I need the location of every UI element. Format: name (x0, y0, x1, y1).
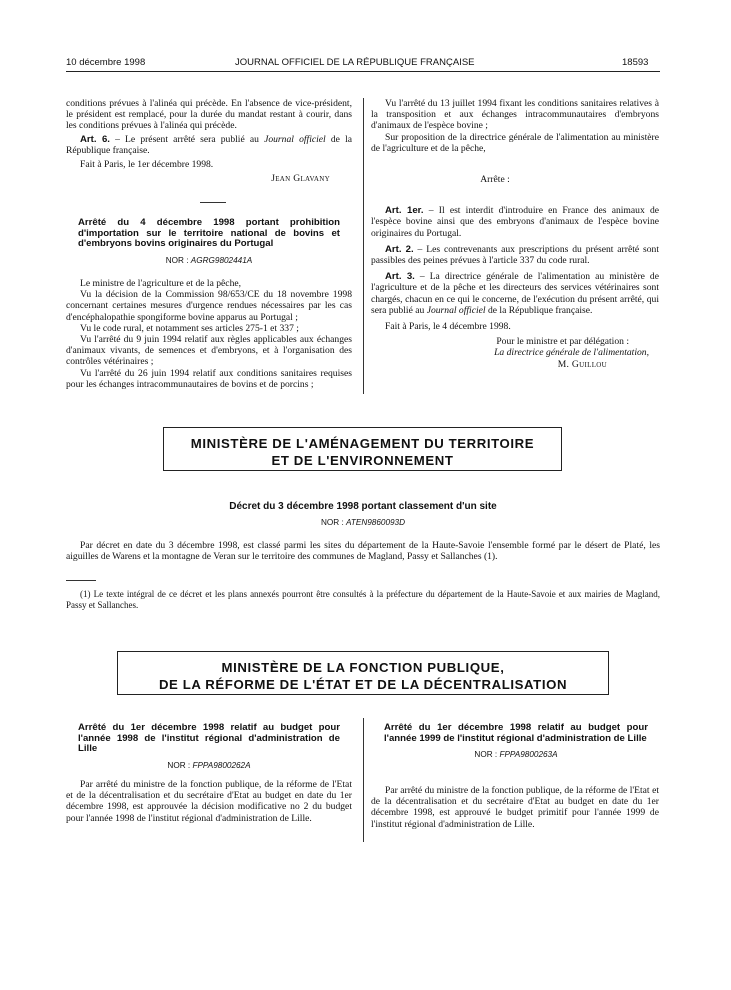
paragraph: Vu la décision de la Commission 98/653/CE du 18 novembre 1998 concernant certaines mesures d'urgence rendues nécessaires par les cas d'encéphalopathie spongiforme bovine apparus au Portugal ; (66, 289, 352, 323)
column-divider (363, 718, 364, 842)
ministry-heading-public-service: MINISTÈRE DE LA FONCTION PUBLIQUE, DE LA RÉFORME DE L'ÉTAT ET DE LA DÉCENTRALISATION (117, 651, 609, 695)
journal-title: JOURNAL OFFICIEL DE LA RÉPUBLIQUE FRANÇAISE (235, 57, 475, 68)
arrete-title: Arrêté du 1er décembre 1998 relatif au budget pour l'année 1999 de l'institut régional d'administration de Lille (384, 722, 648, 744)
paragraph: Vu l'arrêté du 9 juin 1994 relatif aux règles applicables aux échanges d'animaux vivants, de semences et d'embryons, et à l'organisation des contrôles vétérinaires ; (66, 334, 352, 368)
col2-continuation (371, 98, 659, 370)
arrete-title: Arrêté du 4 décembre 1998 portant prohibition d'importation sur le territoire national de bovins et d'embryons bovins originaires du Portugal (78, 217, 340, 250)
paragraph: Vu l'arrêté du 26 juin 1994 relatif aux conditions sanitaires requises pour les échanges intracommunautaires de bovins et de porcins ; (66, 367, 352, 390)
separator (200, 202, 226, 203)
signature-title: La directrice générale de l'alimentation, (494, 347, 649, 359)
page-number: 18593 (622, 57, 649, 68)
signature-line: Pour le ministre et par délégation : (496, 336, 629, 348)
decret-title: Décret du 3 décembre 1998 portant classement d'un site (229, 501, 497, 512)
decret-body: Par décret en date du 3 décembre 1998, est classé parmi les sites du département de la Haute-Savoie l'ensemble formé par le désert de Platé, les aiguilles de Warens et la montagne de Veran sur le territoire des communes de Magland, Passy et Sallanches (1). (66, 540, 660, 563)
arrete-label: Arrête : (480, 174, 510, 186)
nor-reference: NOR : AGRG9802441A (165, 255, 253, 265)
header-rule (66, 71, 660, 72)
arrete-portugal-body (66, 278, 352, 390)
decret-footnote: (1) Le texte intégral de ce décret et les plans annexés pourront être consultés à la préfecture du département de la Haute-Savoie et aux mairies de Magland, Passy et Sallanches. (66, 589, 660, 610)
budget-1999-heading (384, 723, 648, 759)
paragraph: Le ministre de l'agriculture et de la pêche, (80, 278, 242, 289)
signature-date: Fait à Paris, le 4 décembre 1998. (385, 321, 511, 333)
nor-reference: NOR : ATEN9860093D (320, 518, 406, 527)
nor-reference: NOR : FPPA9800262A (167, 760, 251, 770)
article-3: Art. 3. – La directrice générale de l'alimentation au ministère de l'agriculture et de la pêche et les directeurs des services vétérinaires sont chargés, chacun en ce qui le concerne, de l'exécution du présent arrêté, qui sera publié au Journal officiel de la République française. (371, 271, 659, 316)
column-divider (363, 98, 364, 394)
budget-1999-body: Par arrêté du ministre de la fonction publique, de la réforme de l'Etat et de la décentralisation et du secrétaire d'Etat au budget en date du 1er décembre 1998, est approuvé le budget primitif pour l'année 1999 de l'institut régional d'administration de Lille. (371, 785, 659, 830)
budget-1998-body: Par arrêté du ministre de la fonction publique, de la réforme de l'Etat et de la décentralisation et du secrétaire d'Etat au budget en date du 1er décembre 1998, est approuvée la décision modificative no 2 du budget pour l'année 1998 de l'institut régional d'administration de Lille. (66, 779, 352, 824)
arrete-title: Arrêté du 1er décembre 1998 relatif au budget pour l'année 1998 de l'institut régional d'administration de Lille (78, 722, 340, 755)
signature-name: Jean Glavany (271, 173, 330, 185)
paragraph: Vu l'arrêté du 13 juillet 1994 fixant les conditions sanitaires relatives à la transposition et aux échanges intracommunautaires d'embryons d'animaux de l'espèce bovine ; (371, 98, 659, 132)
issue-date: 10 décembre 1998 (66, 57, 146, 68)
signature-date: Fait à Paris, le 1er décembre 1998. (80, 159, 214, 171)
article-2: Art. 2. – Les contrevenants aux prescriptions du présent arrêté sont passibles des peines prévues à l'article 337 du code rural. (371, 243, 659, 267)
col1-continuation (66, 98, 352, 184)
paragraph: Vu le code rural, et notamment ses articles 275-1 et 337 ; (80, 322, 299, 334)
article-1: Art. 1er. – Il est interdit d'introduire en France des animaux de l'espèce bovine ainsi que des embryons d'animaux de l'espèce bovine originaires du Portugal. (371, 205, 660, 239)
arrete-portugal-heading (78, 218, 340, 265)
article-6: Art. 6. – Le présent arrêté sera publié au Journal officiel de la République française. (66, 133, 352, 156)
budget-1998-heading (78, 723, 340, 770)
signature-name: M. Guillou (557, 358, 607, 370)
footnote-rule (66, 580, 96, 581)
nor-reference: NOR : FPPA9800263A (474, 750, 558, 760)
paragraph: conditions prévues à l'alinéa qui précède. En l'absence de vice-président, le président est remplacé, pour la durée du mandat restant à courir, dans les conditions prévues à l'alinéa qui précède. (66, 98, 352, 132)
paragraph: Sur proposition de la directrice générale de l'alimentation au ministère de l'agriculture et de la pêche, (371, 131, 659, 154)
ministry-heading-environment: MINISTÈRE DE L'AMÉNAGEMENT DU TERRITOIRE ET DE L'ENVIRONNEMENT (163, 427, 562, 471)
